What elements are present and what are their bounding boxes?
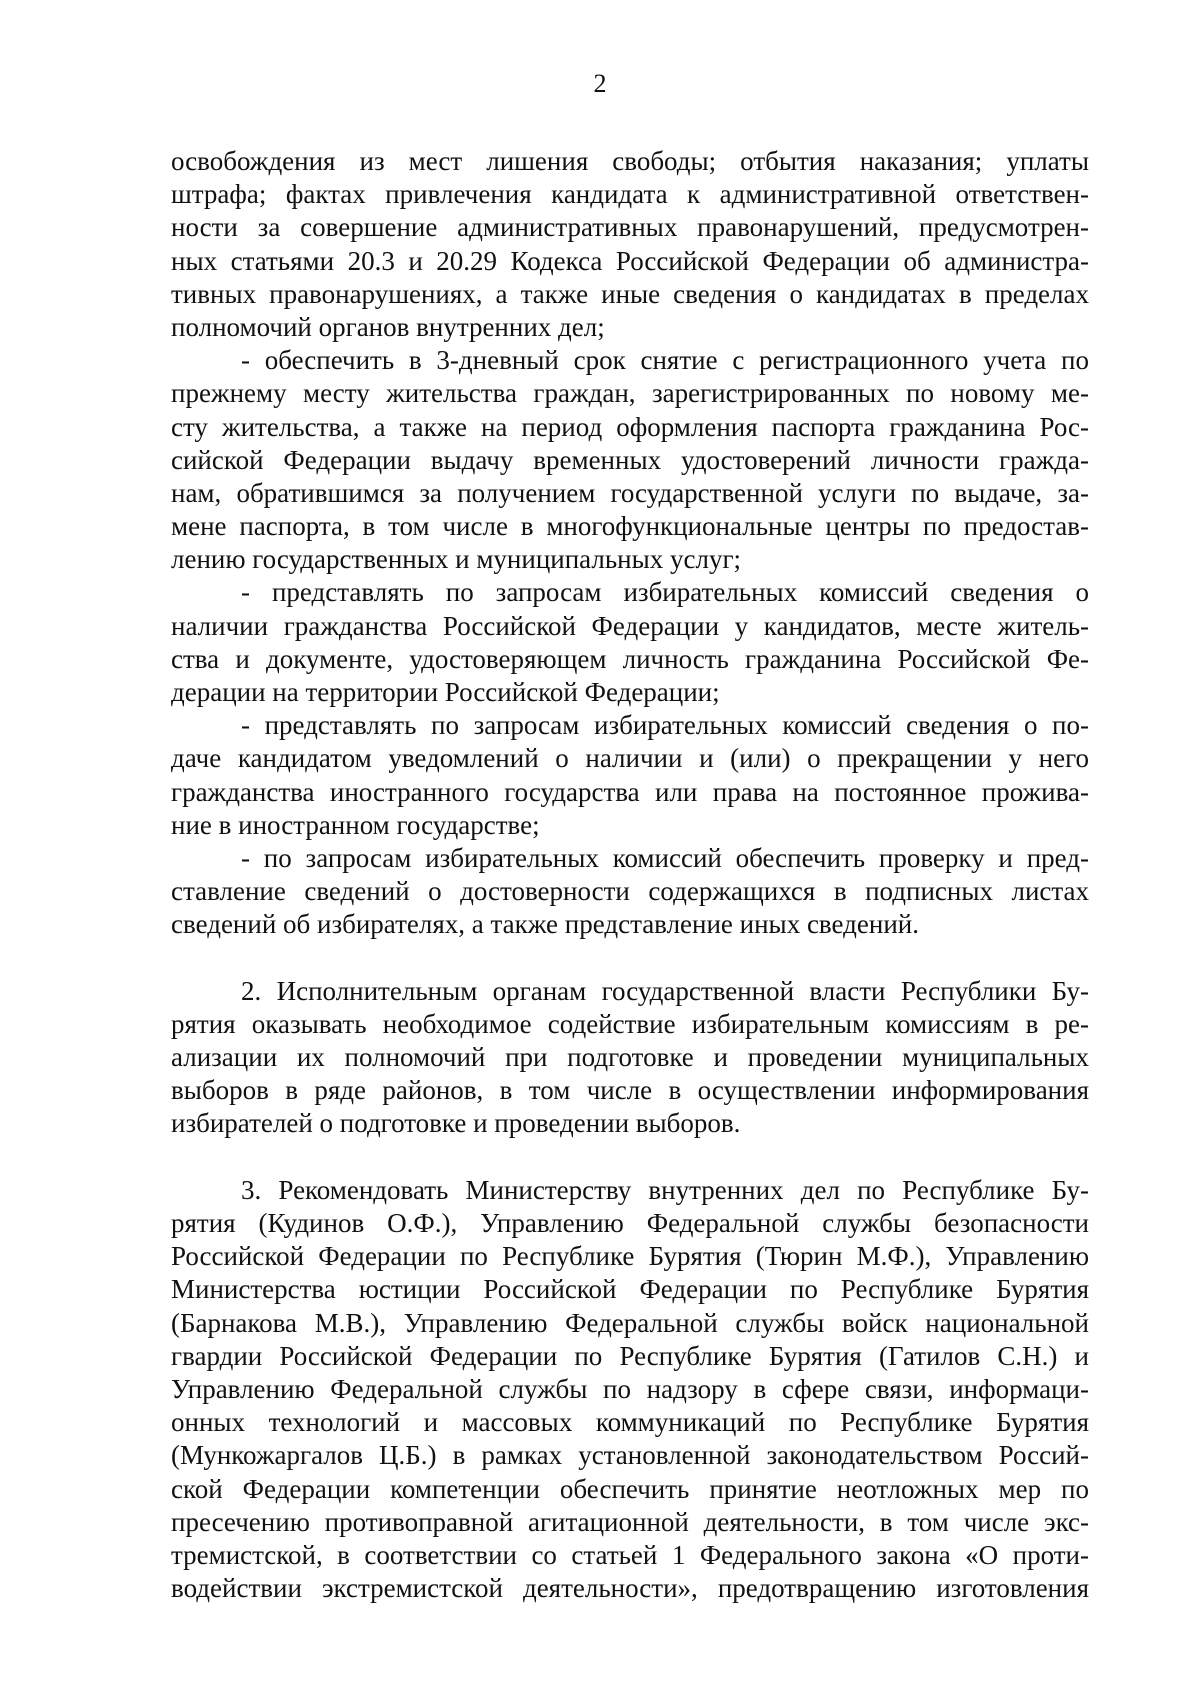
paragraph-spacer [171,942,1089,975]
text-line: сведений об избирателях, а также представление иных сведений. [171,909,919,940]
text-line: лению государственных и муниципальных услуг; [171,544,742,575]
text-line: онных технологий и массовых коммуникаций по Республике Бурятия [171,1407,1089,1438]
text-line: водействии экстремистской деятельности», предотвращению изготовления [171,1573,1089,1604]
paragraph-spacer [171,1141,1089,1174]
text-line: избирателей о подготовке и проведении выборов. [171,1108,741,1139]
text-line: - представлять по запросам избирательных комиссий сведения о [241,577,1089,608]
text-line: ние в иностранном государстве; [171,809,540,840]
paragraph [171,145,1089,344]
text-line: гвардии Российской Федерации по Республике Бурятия (Гатилов С.Н.) и [171,1340,1089,1371]
text-line: Министерства юстиции Российской Федерации по Республике Бурятия [171,1274,1089,1305]
text-line: ства и документе, удостоверяющем личность гражданина Российской Фе- [171,643,1089,674]
text-line: пресечению противоправной агитационной деятельности, в том числе экс- [171,1506,1089,1537]
paragraph-item-2 [171,975,1089,1141]
document-body [171,145,1089,1605]
text-line: рятия (Кудинов О.Ф.), Управлению Федеральной службы безопасности [171,1208,1089,1238]
text-line: ской Федерации компетенции обеспечить принятие неотложных мер по [171,1473,1089,1504]
paragraph [171,709,1089,842]
paragraph [171,576,1089,709]
text-line: прежнему месту жительства граждан, зарегистрированных по новому ме- [171,378,1089,409]
text-line: Российской Федерации по Республике Бурятия (Тюрин М.Ф.), Управлению [171,1241,1089,1272]
paragraph [171,344,1089,576]
text-line: наличии гражданства Российской Федерации у кандидатов, месте житель- [171,610,1089,641]
text-line: штрафа; фактах привлечения кандидата к административной ответствен- [171,179,1089,210]
text-line: сту жительства, а также на период оформления паспорта гражданина Рос- [171,411,1089,442]
text-line: мене паспорта, в том числе в многофункциональные центры по предостав- [171,511,1089,542]
text-line: ности за совершение административных правонарушений, предусмотрен- [171,212,1089,243]
text-line: - представлять по запросам избирательных комиссий сведения о по- [241,710,1089,741]
text-line: (Барнакова М.В.), Управлению Федеральной службы войск национальной [171,1307,1089,1338]
text-line: 3. Рекомендовать Министерству внутренних дел по Республике Бу- [241,1174,1089,1205]
text-line: - обеспечить в 3-дневный срок снятие с регистрационного учета по [241,345,1089,376]
text-line: тивных правонарушениях, а также иные сведения о кандидатах в пределах [171,278,1089,309]
page-number: 2 [593,69,607,98]
text-line: гражданства иностранного государства или права на постоянное прожива- [171,776,1089,807]
text-line: тремистской, в соответствии со статьей 1 Федерального закона «О проти- [171,1539,1089,1570]
text-line: дерации на территории Российской Федерации; [171,677,720,707]
text-line: (Мункожаргалов Ц.Б.) в рамках установленной законодательством Россий- [171,1440,1089,1471]
paragraph-item-3 [171,1174,1089,1605]
text-line: 2. Исполнительным органам государственной власти Республики Бу- [241,975,1089,1006]
text-line: рятия оказывать необходимое содействие избирательным комиссиям в ре- [171,1008,1089,1039]
text-line: освобождения из мест лишения свободы; отбытия наказания; уплаты [171,146,1089,176]
paragraph [171,842,1089,942]
text-line: даче кандидатом уведомлений о наличии и (или) о прекращении у него [171,743,1089,774]
text-line: полномочий органов внутренних дел; [171,311,605,342]
text-line: - по запросам избирательных комиссий обеспечить проверку и пред- [241,842,1089,873]
text-line: сийской Федерации выдачу временных удостоверений личности гражда- [171,444,1089,475]
text-line: выборов в ряде районов, в том числе в осуществлении информирования [171,1075,1089,1106]
text-line: ставление сведений о достоверности содержащихся в подписных листах [171,876,1089,907]
text-line: ных статьями 20.3 и 20.29 Кодекса Российской Федерации об администра- [171,245,1089,276]
text-line: ализации их полномочий при подготовке и проведении муниципальных [171,1042,1089,1073]
text-line: нам, обратившимся за получением государственной услуги по выдаче, за- [171,477,1089,508]
text-line: Управлению Федеральной службы по надзору в сфере связи, информаци- [171,1373,1089,1404]
